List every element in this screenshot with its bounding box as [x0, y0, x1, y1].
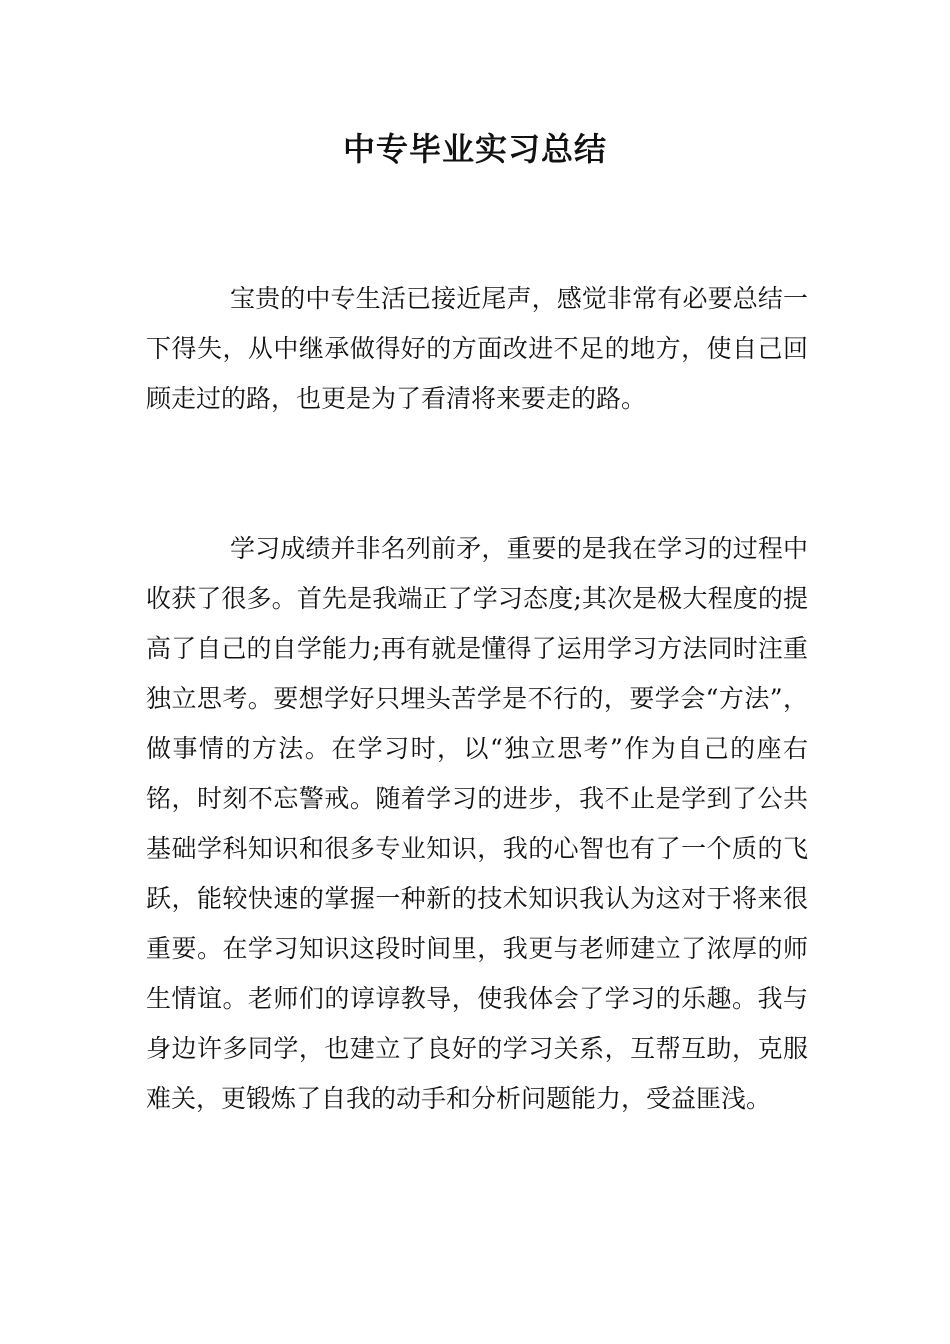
paragraph-study: 学习成绩并非名列前矛，重要的是我在学习的过程中收获了很多。首先是我端正了学习态度;其次是极大程度的提高了自己的自学能力;再有就是懂得了运用学习方法同时注重独立思考。要想学好只埋头苦学是不行的，要学会“方法”，做事情的方法。在学习时，以“独立思考”作为自己的座右铭，时刻不忘警戒。随着学习的进步，我不止是学到了公共基础学科知识和很多专业知识，我的心智也有了一个质的飞跃，能较快速的掌握一种新的技术知识我认为这对于将来很重要。在学习知识这段时间里，我更与老师建立了浓厚的师生情谊。老师们的谆谆教导，使我体会了学习的乐趣。我与身边许多同学，也建立了良好的学习关系，互帮互助，克服难关，更锻炼了自我的动手和分析问题能力，受益匪浅。 [146, 534, 808, 1113]
paragraph-intro: 宝贵的中专生活已接近尾声，感觉非常有必要总结一下得失，从中继承做得好的方面改进不足的地方，使自己回顾走过的路，也更是为了看清将来要走的路。 [146, 284, 808, 413]
document-title: 中专毕业实习总结 [342, 130, 607, 168]
